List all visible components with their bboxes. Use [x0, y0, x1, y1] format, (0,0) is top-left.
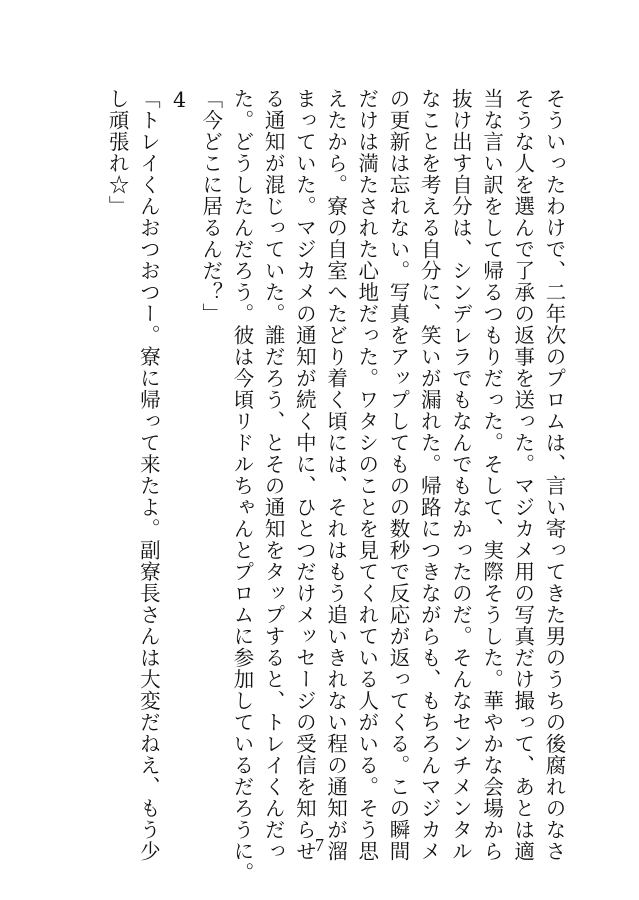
text-line: そういったわけで、二年次のプロムは、言い寄ってきた男のうちの後腐れのなさ [542, 88, 566, 862]
text-line: た。どうしたんだろう。彼は今頃リドルちゃんとプロムに参加しているだろうに。 [229, 88, 254, 884]
dialogue-line: 「今どこに居るんだ？」 [198, 88, 223, 325]
text-line: 当な言い訳をして帰るつもりだった。そして、実際そうした。華やかな会場から [479, 88, 504, 862]
text-line: る通知が混じっていた。誰だろう、とその通知をタップすると、トレイくんだっ [261, 88, 286, 862]
vertical-text-body [101, 88, 569, 884]
text-line: 抜け出す自分は、シンデレラでもなんでもなかったのだ。そんなセンチメンタル [448, 88, 473, 862]
text-line: まっていた。マジカメの通知が続く中に、ひとつだけメッセージの受信を知らせ [292, 88, 317, 862]
dialogue-line: し頑張れ☆」 [105, 88, 130, 217]
text-line: の更新は忘れない。写真をアップしてものの数秒で反応が返ってくる。この瞬間 [385, 88, 410, 862]
text-line: だけは満たされた心地だった。ワタシのことを見てくれている人がいる。そう思 [354, 88, 379, 862]
section-number: 4 [167, 88, 192, 113]
page-number: 7 [315, 835, 324, 855]
text-line: えたから。寮の自室へたどり着く頃には、それはもう追いきれない程の通知が溜 [323, 88, 348, 862]
dialogue-line: 「トレイくんおつおつー。寮に帰って来たよ。副寮長さんは大変だねえ、もう少 [136, 88, 161, 862]
text-line: そうな人を選んで了承の返事を送った。マジカメ用の写真だけ撮って、あとは適 [510, 88, 535, 862]
text-line: なことを考える自分に、笑いが漏れた。帰路につきながらも、もちろんマジカメ [417, 88, 442, 862]
